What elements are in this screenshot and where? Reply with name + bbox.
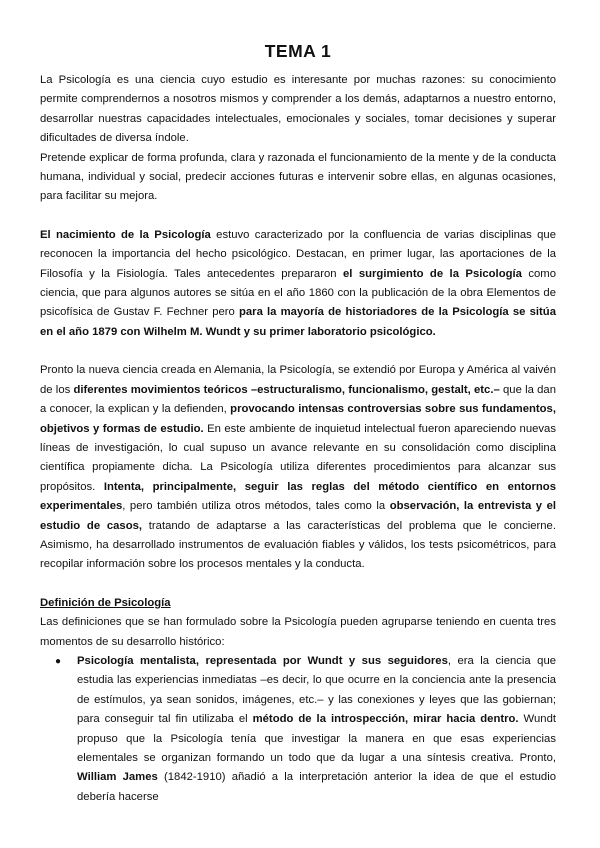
bold-text: diferentes movimientos teóricos –estructuralismo, funcionalismo, gestalt, etc.–	[73, 383, 500, 396]
intro-paragraph-2: Pretende explicar de forma profunda, clara y razonada el funcionamiento de la mente y de la conducta humana, individual y social, predecir acciones futuras e intervenir sobre ellas, en algunas ocasiones, para facilitar su mejora.	[40, 151, 556, 203]
spacer	[40, 342, 556, 361]
bold-text: William James	[77, 771, 158, 784]
body-text: Wundt propuso que la Psicología tenía que investigar la manera en que esas experiencias elementales se organizan formando un todo que da lugar a una síntesis creativa. Pronto,	[77, 713, 556, 764]
spacer	[40, 575, 556, 594]
bullet-icon: ●	[55, 655, 62, 667]
spacer	[40, 207, 556, 226]
list-item	[40, 652, 556, 807]
bold-text: observación, la entrevista y el estudio de casos,	[40, 500, 556, 532]
body-text: tratando de adaptarse a las características del problema que le concierne. Asimismo, ha desarrollado instrumentos de evaluación fiables y válidos, los tests psicométricos, para recopilar información sobre los procesos mentales y la conducta.	[40, 519, 556, 571]
intro-paragraph-1: La Psicología es una ciencia cuyo estudio es interesante por muchas razones: su conocimiento permite comprendernos a nosotros mismos y comprender a los demás, adaptarnos a nuestro entorno, desarrollar nuestras capacidades intelectuales, emocionales y sociales, tomar decisiones y superar dificultades de diversa índole.	[40, 74, 556, 145]
bold-text: provocando intensas controversias sobre sus fundamentos, objetivos y formas de estudio.	[40, 403, 556, 435]
bold-text: método de la introspección, mirar hacia dentro.	[252, 713, 519, 726]
body-text: En este ambiente de inquietud intelectual fueron apareciendo nuevas líneas de investigación, lo cual supuso un avance relevante en su consolidación como disciplina científica propiamente dicha. La Psicología utiliza diferentes procedimientos para alcanzar sus propósitos.	[40, 422, 556, 493]
body-text: (1842-1910) añadió a la interpretación anterior la idea de que el estudio debería hacerse	[77, 771, 557, 803]
body-text: como ciencia, que para algunos autores se sitúa en el año 1860 con la publicación de la obra Elementos de psicofísica de Gustav F. Fechner pero	[40, 267, 557, 319]
page-title: TEMA 1	[264, 41, 332, 61]
bold-text: para la mayoría de historiadores de la Psicología se sitúa en el año 1879 con Wilhelm M. Wundt y su primer laboratorio psicológico.	[40, 306, 556, 338]
body-text: , pero también utiliza otros métodos, tales como la	[122, 500, 390, 513]
body-text: que la dan a conocer, la explican y la defienden,	[40, 383, 557, 416]
definicion-intro: Las definiciones que se han formulado sobre la Psicología pueden agruparse teniendo en cuenta tres momentos de su desarrollo histórico:	[40, 616, 556, 648]
bold-text: Intenta, principalmente, seguir las reglas del método científico en entornos experimentales	[40, 480, 556, 513]
bold-text: El nacimiento de la Psicología	[40, 228, 211, 241]
nacimiento-paragraph	[40, 226, 556, 342]
bold-text: Psicología mentalista, representada por Wundt y sus seguidores	[77, 654, 448, 667]
bold-text: el surgimiento de la Psicología	[342, 267, 522, 280]
expansion-paragraph	[40, 361, 556, 574]
body-text: Pronto la nueva ciencia creada en Alemania, la Psicología, se extendió por Europa y América al vaivén de los	[40, 364, 556, 396]
definitions-list	[40, 652, 556, 807]
body-text: , era la ciencia que estudia las experiencias inmediatas –es decir, lo que ocurre en la conciencia ante la presencia de estímulos, ya sean sonidos, imágenes, etc.– y las conexiones y leyes que las gobiernan; para conseguir tal fin utilizaba el	[77, 654, 557, 726]
body-text: estuvo caracterizado por la confluencia de varias disciplinas que reconocen la importancia del hecho psicológico. Destacan, en primer lugar, las aportaciones de la Filosofía y la Fisiología. Tales antecedentes prepararon	[40, 228, 556, 280]
section-heading-definicion: Definición de Psicología	[40, 596, 171, 609]
